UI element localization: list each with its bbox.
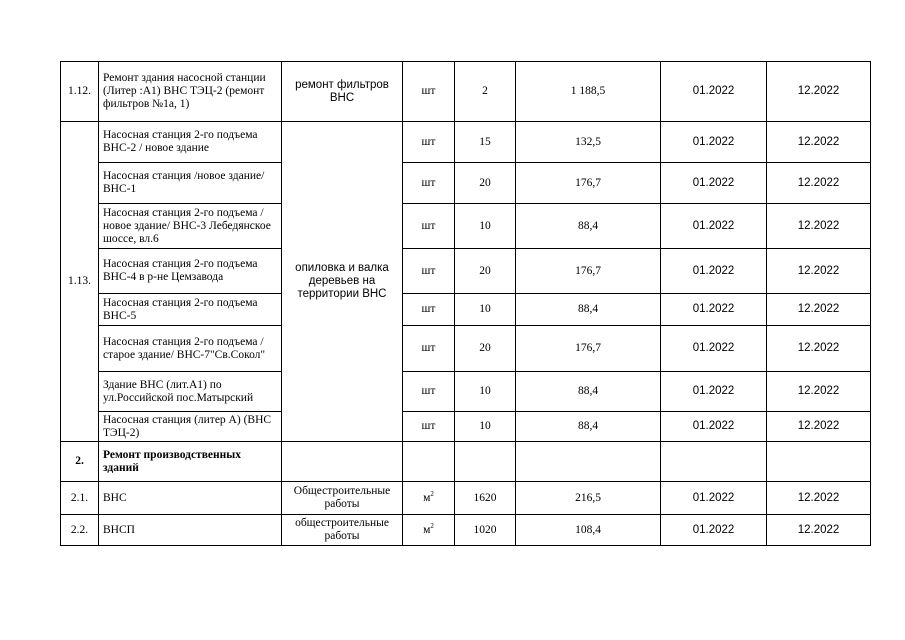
quantity: 10	[455, 204, 516, 249]
cost: 88,4	[516, 412, 661, 442]
quantity: 1620	[455, 482, 516, 515]
unit	[403, 515, 455, 546]
unit-exponent: 2	[430, 521, 434, 530]
table-row	[61, 122, 871, 163]
unit: шт	[403, 294, 455, 326]
cost: 176,7	[516, 163, 661, 204]
cost: 1 188,5	[516, 62, 661, 122]
quantity: 20	[455, 249, 516, 294]
start-date: 01.2022	[661, 122, 767, 163]
end-date: 12.2022	[767, 372, 871, 412]
unit: шт	[403, 163, 455, 204]
cost: 216,5	[516, 482, 661, 515]
end-date: 12.2022	[767, 122, 871, 163]
start-date: 01.2022	[661, 326, 767, 372]
end-date: 12.2022	[767, 294, 871, 326]
object-name: ВНСП	[99, 515, 282, 546]
quantity: 20	[455, 163, 516, 204]
end-date: 12.2022	[767, 163, 871, 204]
object-name: Насосная станция 2-го подъема ВНС-2 / новое здание	[99, 122, 282, 163]
quantity: 10	[455, 372, 516, 412]
start-date: 01.2022	[661, 412, 767, 442]
section-number: 2.	[61, 442, 99, 482]
table-row	[61, 204, 871, 249]
works-table	[60, 61, 871, 546]
row-number: 2.2.	[61, 515, 99, 546]
cost: 88,4	[516, 204, 661, 249]
row-number: 2.1.	[61, 482, 99, 515]
unit-base: м	[423, 523, 431, 536]
object-name: Насосная станция /новое здание/ ВНС-1	[99, 163, 282, 204]
start-date: 01.2022	[661, 249, 767, 294]
object-name: Насосная станция 2-го подъема / старое здание/ ВНС-7"Св.Сокол"	[99, 326, 282, 372]
start-date: 01.2022	[661, 372, 767, 412]
table-row	[61, 326, 871, 372]
table-row	[61, 482, 871, 515]
object-name: Насосная станция 2-го подъема /новое здание/ ВНС-3 Лебедянское шоссе, вл.6	[99, 204, 282, 249]
unit: шт	[403, 372, 455, 412]
work-type: общестроительные работы	[282, 515, 403, 546]
quantity: 10	[455, 412, 516, 442]
empty-cell	[282, 442, 403, 482]
table-row	[61, 412, 871, 442]
end-date: 12.2022	[767, 62, 871, 122]
end-date: 12.2022	[767, 482, 871, 515]
quantity: 20	[455, 326, 516, 372]
unit-exponent: 2	[430, 489, 434, 498]
empty-cell	[455, 442, 516, 482]
unit	[403, 482, 455, 515]
table-row	[61, 372, 871, 412]
quantity: 10	[455, 294, 516, 326]
empty-cell	[403, 442, 455, 482]
start-date: 01.2022	[661, 62, 767, 122]
object-name: Насосная станция 2-го подъема ВНС-4 в р-не Цемзавода	[99, 249, 282, 294]
end-date: 12.2022	[767, 326, 871, 372]
table-row	[61, 62, 871, 122]
end-date: 12.2022	[767, 412, 871, 442]
unit: шт	[403, 122, 455, 163]
work-type: Общестроительные работы	[282, 482, 403, 515]
cost: 132,5	[516, 122, 661, 163]
empty-cell	[661, 442, 767, 482]
work-type: ремонт фильтров ВНС	[282, 62, 403, 122]
cost: 176,7	[516, 249, 661, 294]
object-name: Здание ВНС (лит.А1) по ул.Российской пос.Матырский	[99, 372, 282, 412]
object-name: Насосная станция 2-го подъема ВНС-5	[99, 294, 282, 326]
start-date: 01.2022	[661, 204, 767, 249]
table-section-row	[61, 442, 871, 482]
empty-cell	[516, 442, 661, 482]
end-date: 12.2022	[767, 204, 871, 249]
object-name: Ремонт здания насосной станции (Литер :А1) ВНС ТЭЦ-2 (ремонт фильтров №1а, 1)	[99, 62, 282, 122]
unit: шт	[403, 326, 455, 372]
object-name: Насосная станция (литер А) (ВНС ТЭЦ-2)	[99, 412, 282, 442]
unit: шт	[403, 62, 455, 122]
row-number: 1.12.	[61, 62, 99, 122]
table-row	[61, 515, 871, 546]
cost: 88,4	[516, 294, 661, 326]
table-row	[61, 249, 871, 294]
unit: шт	[403, 412, 455, 442]
unit-base: м	[423, 491, 431, 504]
cost: 176,7	[516, 326, 661, 372]
table-row	[61, 294, 871, 326]
unit: шт	[403, 204, 455, 249]
row-number: 1.13.	[61, 122, 99, 442]
end-date: 12.2022	[767, 515, 871, 546]
cost: 88,4	[516, 372, 661, 412]
section-title: Ремонт производственных зданий	[99, 442, 282, 482]
cost: 108,4	[516, 515, 661, 546]
empty-cell	[767, 442, 871, 482]
start-date: 01.2022	[661, 163, 767, 204]
object-name: ВНС	[99, 482, 282, 515]
end-date: 12.2022	[767, 249, 871, 294]
quantity: 15	[455, 122, 516, 163]
start-date: 01.2022	[661, 482, 767, 515]
work-type: опиловка и валка деревьев на территории ВНС	[282, 122, 403, 442]
quantity: 2	[455, 62, 516, 122]
start-date: 01.2022	[661, 294, 767, 326]
table-row	[61, 163, 871, 204]
quantity: 1020	[455, 515, 516, 546]
start-date: 01.2022	[661, 515, 767, 546]
unit: шт	[403, 249, 455, 294]
